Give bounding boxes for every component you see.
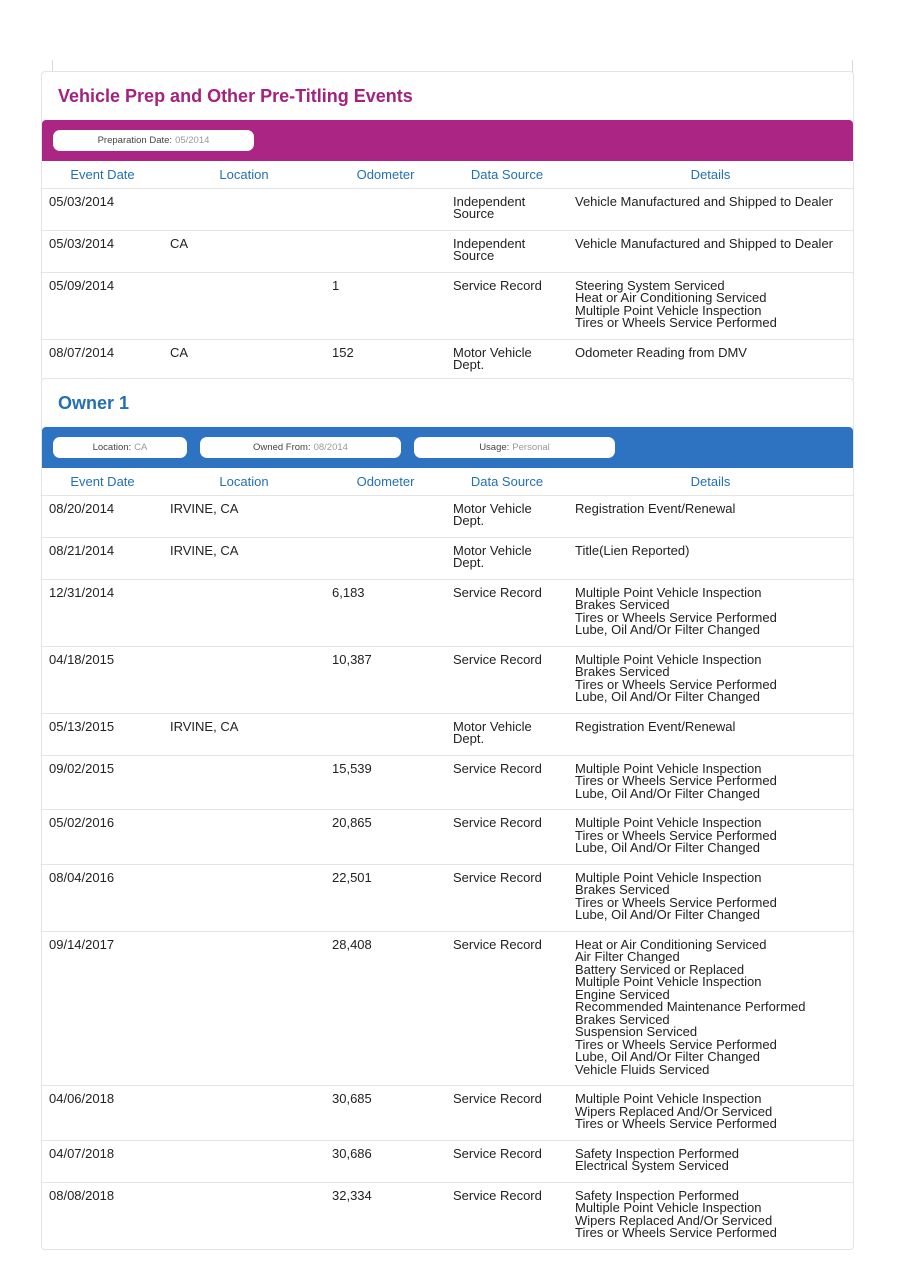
location-cell [163, 931, 325, 1086]
data-source-cell [446, 339, 568, 381]
detail-line: Wipers Replaced And/Or Serviced [575, 1212, 773, 1228]
column-header: Details [568, 161, 853, 188]
details-cell [568, 272, 853, 339]
column-header: Odometer [325, 468, 446, 495]
section-title: Vehicle Prep and Other Pre-Titling Events [58, 85, 413, 106]
data-source-line: Service Record [453, 651, 542, 667]
detail-line: Multiple Point Vehicle Inspection [575, 815, 762, 830]
details-cell [568, 864, 853, 931]
detail-line: Brakes Serviced [575, 664, 670, 679]
event-date-cell: 08/20/2014 [42, 495, 163, 537]
details-cell [568, 755, 853, 810]
data-source-cell [446, 1086, 568, 1141]
section-title: Owner 1 [58, 392, 130, 413]
event-date-cell: 09/14/2017 [42, 931, 163, 1086]
table-row [42, 1140, 853, 1182]
detail-line: Multiple Point Vehicle Inspection [575, 302, 762, 318]
details-cell [568, 1182, 853, 1249]
events-table [42, 161, 853, 381]
data-source-line: Dept. [453, 357, 485, 372]
event-date-cell: 05/03/2014 [42, 188, 163, 230]
detail-line: Registration Event/Renewal [575, 718, 736, 734]
details-cell [568, 495, 853, 537]
data-source-line: Motor Vehicle [453, 344, 532, 360]
data-source-line: Service Record [453, 277, 542, 293]
detail-line: Wipers Replaced And/Or Serviced [575, 1103, 773, 1119]
detail-line: Brakes Serviced [575, 882, 670, 897]
event-date-cell: 04/07/2018 [42, 1140, 163, 1182]
data-source-line: Service Record [453, 1187, 542, 1203]
location-cell [163, 755, 325, 810]
detail-line: Tires or Wheels Service Performed [575, 676, 777, 692]
details-cell [568, 339, 853, 381]
details-cell [568, 188, 853, 230]
event-date-cell: 05/03/2014 [42, 230, 163, 272]
location-cell: CA [163, 230, 325, 272]
detail-line: Vehicle Manufactured and Shipped to Dealer [575, 235, 834, 251]
detail-line: Vehicle Manufactured and Shipped to Dealer [575, 193, 834, 209]
data-source-line: Service Record [453, 584, 542, 600]
odometer-cell [325, 495, 446, 537]
data-source-line: Independent [453, 235, 526, 251]
detail-line: Tires or Wheels Service Performed [575, 1225, 777, 1240]
data-source-line: Motor Vehicle [453, 500, 532, 516]
detail-line: Heat or Air Conditioning Serviced [575, 290, 767, 305]
details-cell [568, 713, 853, 755]
data-source-cell [446, 646, 568, 713]
table-row [42, 188, 853, 230]
event-date-cell: 05/02/2016 [42, 810, 163, 865]
data-source-cell [446, 537, 568, 579]
data-source-line: Dept. [453, 555, 485, 570]
event-date-cell: 04/18/2015 [42, 646, 163, 713]
data-source-cell [446, 810, 568, 865]
detail-line: Recommended Maintenance Performed [575, 999, 806, 1014]
odometer-cell [325, 713, 446, 755]
detail-line: Steering System Serviced [575, 277, 725, 293]
table-row [42, 713, 853, 755]
event-date-cell: 12/31/2014 [42, 579, 163, 646]
events-table-body [42, 188, 853, 381]
data-source-cell [446, 713, 568, 755]
odometer-cell: 1 [325, 272, 446, 339]
detail-line: Brakes Serviced [575, 597, 670, 612]
odometer-cell: 6,183 [325, 579, 446, 646]
detail-line: Tires or Wheels Service Performed [575, 894, 777, 910]
data-source-line: Motor Vehicle [453, 542, 532, 558]
column-header: Details [568, 468, 853, 495]
table-row [42, 579, 853, 646]
data-source-line: Service Record [453, 1091, 542, 1106]
data-source-line: Dept. [453, 731, 485, 746]
data-source-line: Service Record [453, 760, 542, 776]
event-date-cell: 08/07/2014 [49, 344, 115, 360]
data-source-cell [446, 864, 568, 931]
section-info-band [42, 427, 853, 468]
odometer-cell: 30,685 [325, 1086, 446, 1141]
odometer-cell: 32,334 [332, 1187, 372, 1203]
odometer-cell: 22,501 [325, 864, 446, 931]
column-header: Location [163, 161, 325, 188]
odometer-cell: 30,686 [325, 1140, 446, 1182]
column-header: Odometer [325, 161, 446, 188]
data-source-cell [446, 272, 568, 339]
location-cell [163, 1140, 325, 1182]
data-source-cell [446, 755, 568, 810]
detail-line: Multiple Point Vehicle Inspection [575, 584, 762, 600]
data-source-line: Service Record [453, 869, 542, 885]
usage-pill: Usage: Personal [414, 437, 615, 458]
section-info-band [42, 120, 853, 161]
location-cell [163, 1086, 325, 1141]
details-cell [568, 230, 853, 272]
table-header-row [42, 468, 853, 495]
odometer-cell: 10,387 [325, 646, 446, 713]
detail-line: Lube, Oil And/Or Filter Changed [575, 622, 760, 637]
odometer-cell [325, 230, 446, 272]
detail-line: Battery Serviced or Replaced [575, 961, 745, 977]
detail-line: Multiple Point Vehicle Inspection [575, 651, 762, 667]
table-row [42, 810, 853, 865]
location-cell [163, 810, 325, 865]
odometer-cell: 20,865 [325, 810, 446, 865]
table-row [42, 537, 853, 579]
column-header: Location [163, 468, 325, 495]
pre-titling-section [41, 71, 854, 382]
detail-line: Safety Inspection Performed [575, 1145, 740, 1161]
table-row [42, 755, 853, 810]
data-source-cell [446, 230, 568, 272]
event-date-cell: 08/04/2016 [42, 864, 163, 931]
odometer-cell: 152 [332, 344, 354, 360]
table-row [42, 1086, 853, 1141]
detail-line: Safety Inspection Performed [575, 1187, 740, 1203]
table-row [42, 272, 853, 339]
detail-line: Multiple Point Vehicle Inspection [575, 1200, 762, 1215]
details-cell [568, 810, 853, 865]
data-source-line: Independent [453, 193, 526, 209]
events-table [42, 468, 853, 1249]
detail-line: Lube, Oil And/Or Filter Changed [575, 1049, 760, 1064]
detail-line: Lube, Oil And/Or Filter Changed [575, 840, 760, 855]
data-source-line: Source [453, 206, 495, 221]
data-source-cell [446, 1182, 568, 1249]
data-source-cell [446, 188, 568, 230]
details-cell [568, 1086, 853, 1141]
data-source-line: Service Record [453, 815, 542, 830]
event-date-cell: 08/08/2018 [49, 1187, 115, 1203]
table-row [42, 339, 853, 381]
event-date-cell: 04/06/2018 [42, 1086, 163, 1141]
table-row [42, 1182, 853, 1249]
detail-line: Heat or Air Conditioning Serviced [575, 936, 767, 952]
detail-line: Air Filter Changed [575, 949, 680, 964]
table-row [42, 230, 853, 272]
detail-line: Title(Lien Reported) [575, 542, 690, 558]
detail-line: Lube, Oil And/Or Filter Changed [575, 785, 760, 801]
event-date-cell: 05/09/2014 [42, 272, 163, 339]
detail-line: Tires or Wheels Service Performed [575, 1036, 777, 1052]
detail-line: Multiple Point Vehicle Inspection [575, 869, 762, 885]
details-cell [568, 579, 853, 646]
column-header: Event Date [42, 161, 163, 188]
detail-line: Multiple Point Vehicle Inspection [575, 1091, 762, 1106]
location-cell: IRVINE, CA [163, 537, 325, 579]
table-row [42, 646, 853, 713]
location-cell [163, 646, 325, 713]
detail-line: Multiple Point Vehicle Inspection [575, 760, 762, 776]
location-pill: Location: CA [53, 437, 187, 458]
details-cell [568, 646, 853, 713]
detail-line: Engine Serviced [575, 986, 670, 1002]
detail-line: Electrical System Serviced [575, 1158, 729, 1173]
details-cell [568, 537, 853, 579]
data-source-cell [446, 495, 568, 537]
event-date-cell: 05/13/2015 [42, 713, 163, 755]
location-cell [163, 864, 325, 931]
data-source-line: Dept. [453, 513, 485, 528]
data-source-line: Source [453, 248, 495, 263]
preparation-date-pill: Preparation Date: 05/2014 [53, 130, 254, 151]
details-cell [568, 1140, 853, 1182]
detail-line: Tires or Wheels Service Performed [575, 609, 777, 625]
detail-line: Suspension Serviced [575, 1024, 698, 1039]
location-cell [163, 1182, 325, 1249]
data-source-cell [446, 579, 568, 646]
location-cell [163, 272, 325, 339]
owner-1-section [41, 378, 854, 1250]
detail-line: Brakes Serviced [575, 1011, 670, 1027]
detail-line: Registration Event/Renewal [575, 500, 736, 516]
table-row [42, 495, 853, 537]
table-header-row [42, 161, 853, 188]
detail-line: Multiple Point Vehicle Inspection [575, 974, 762, 989]
data-source-line: Service Record [453, 1145, 542, 1161]
location-cell: CA [170, 344, 189, 360]
detail-line: Tires or Wheels Service Performed [575, 315, 777, 330]
detail-line: Tires or Wheels Service Performed [575, 773, 777, 788]
data-source-line: Service Record [453, 936, 542, 952]
odometer-cell [325, 537, 446, 579]
data-source-cell [446, 1140, 568, 1182]
details-cell [568, 931, 853, 1086]
table-row [42, 931, 853, 1086]
data-source-cell [446, 931, 568, 1086]
event-date-cell: 08/21/2014 [42, 537, 163, 579]
detail-line: Odometer Reading from DMV [575, 344, 747, 360]
column-header: Event Date [42, 468, 163, 495]
location-cell [163, 188, 325, 230]
column-header: Data Source [446, 161, 568, 188]
location-cell: IRVINE, CA [163, 495, 325, 537]
detail-line: Tires or Wheels Service Performed [575, 1116, 777, 1131]
events-table-body [42, 495, 853, 1249]
location-cell: IRVINE, CA [163, 713, 325, 755]
data-source-line: Motor Vehicle [453, 718, 532, 734]
detail-line: Tires or Wheels Service Performed [575, 827, 777, 843]
detail-line: Vehicle Fluids Serviced [575, 1061, 710, 1077]
column-header: Data Source [446, 468, 568, 495]
owned-from-pill: Owned From: 08/2014 [200, 437, 401, 458]
odometer-cell [325, 188, 446, 230]
odometer-cell: 15,539 [325, 755, 446, 810]
odometer-cell: 28,408 [325, 931, 446, 1086]
location-cell [163, 579, 325, 646]
table-row [42, 864, 853, 931]
event-date-cell: 09/02/2015 [42, 755, 163, 810]
detail-line: Lube, Oil And/Or Filter Changed [575, 907, 760, 922]
detail-line: Lube, Oil And/Or Filter Changed [575, 689, 760, 704]
